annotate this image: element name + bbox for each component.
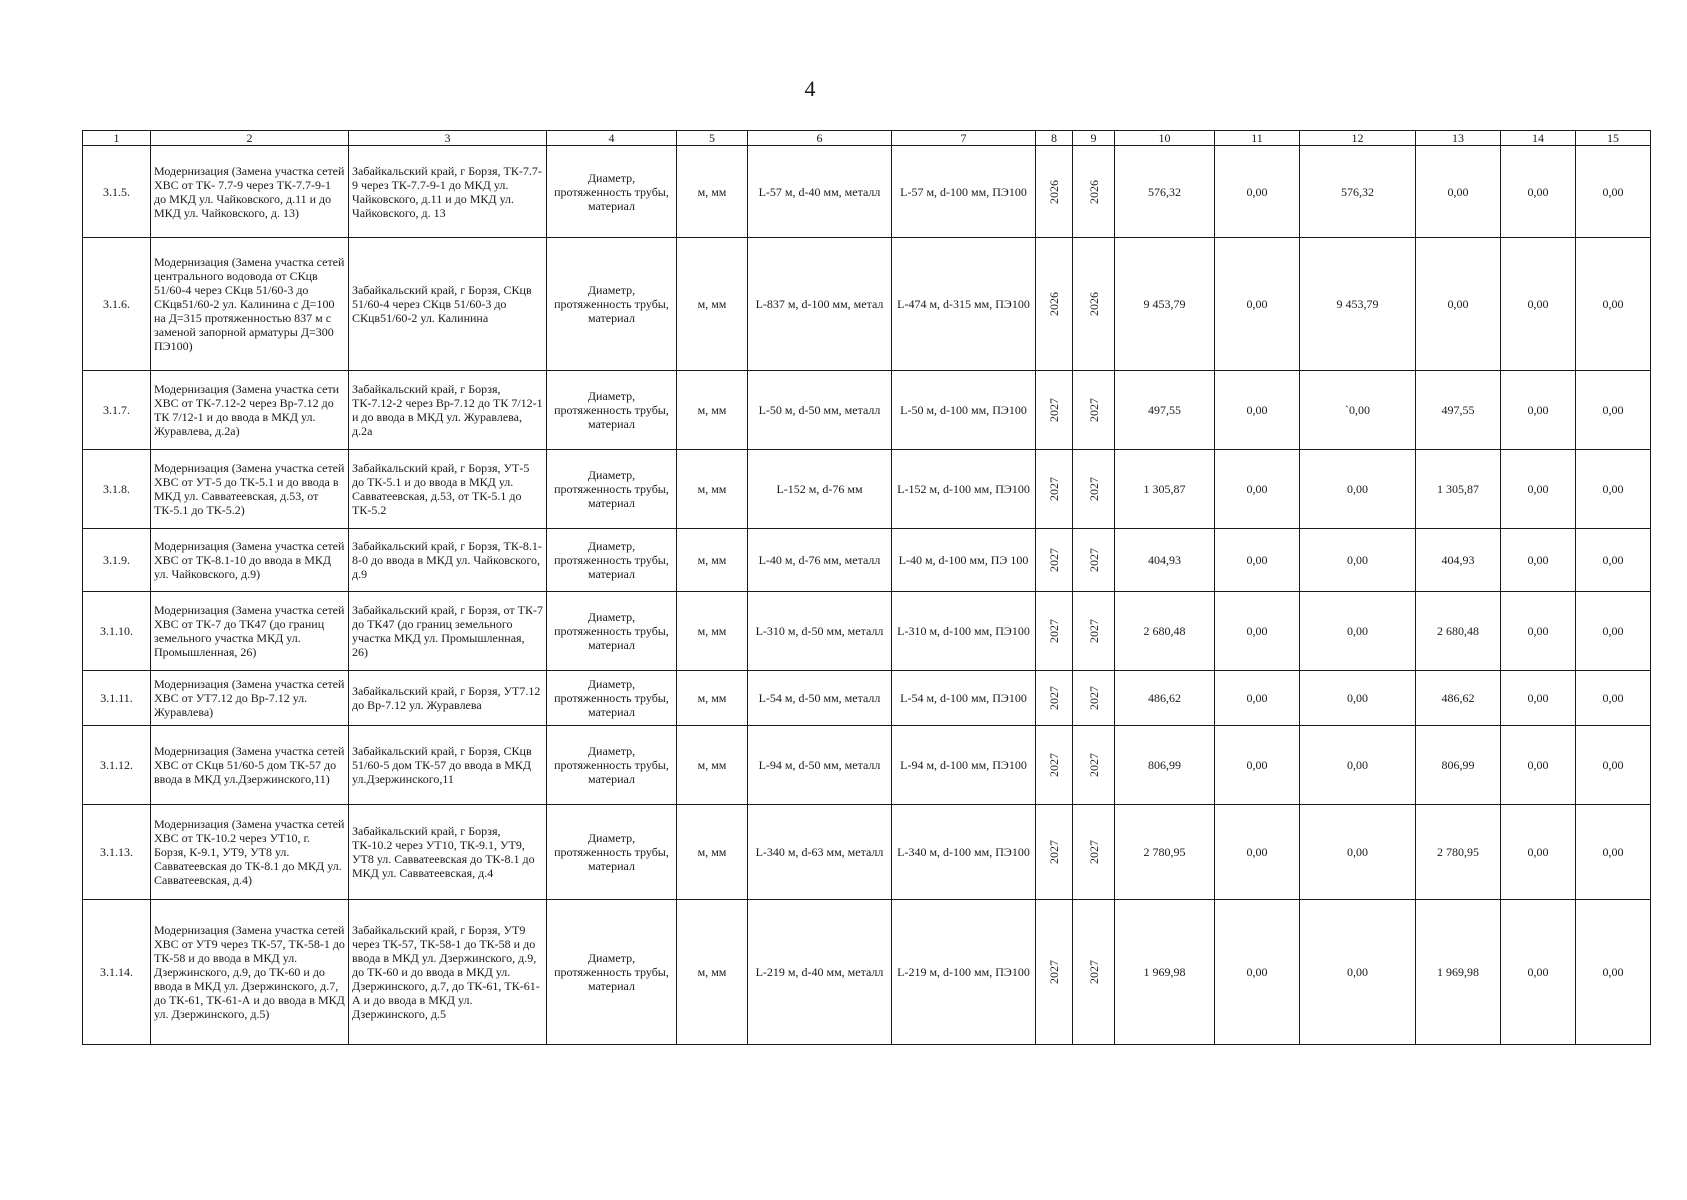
parameter: Диаметр, протяженность трубы, материал <box>547 238 677 371</box>
end-year-text: 2027 <box>1086 686 1101 710</box>
cost-col-15: 0,00 <box>1576 146 1651 238</box>
work-location: Забайкальский край, г Борзя, от ТК-7 до ТК47 (до границ земельного участка МКД ул. Промышленная, 26) <box>349 592 547 671</box>
cost-col-14: 0,00 <box>1501 238 1576 371</box>
cost-col-13: 486,62 <box>1416 671 1501 726</box>
table-row <box>83 238 1651 371</box>
start-year <box>1036 592 1073 671</box>
work-name: Модернизация (Замена участка сетей ХВС от ТК- 7.7-9 через ТК-7.7-9-1 до МКД ул. Чайковского, д.11 и до МКД ул. Чайковского, д. 13) <box>151 146 349 238</box>
end-year-text: 2027 <box>1086 548 1101 572</box>
value-before: L-40 м, d-76 мм, металл <box>748 529 892 592</box>
cost-total: 497,55 <box>1115 371 1215 450</box>
column-header-7: 7 <box>892 131 1036 146</box>
column-header-1: 1 <box>83 131 151 146</box>
unit: м, мм <box>677 805 748 900</box>
column-header-15: 15 <box>1576 131 1651 146</box>
work-location: Забайкальский край, г Борзя, СКцв 51/60-5 дом ТК-57 до ввода в МКД ул.Дзержинского,11 <box>349 726 547 805</box>
end-year-text: 2027 <box>1086 840 1101 864</box>
value-before: L-310 м, d-50 мм, металл <box>748 592 892 671</box>
cost-col-14: 0,00 <box>1501 146 1576 238</box>
end-year <box>1073 450 1115 529</box>
cost-total: 806,99 <box>1115 726 1215 805</box>
cost-col-12: 0,00 <box>1300 805 1416 900</box>
row-number: 3.1.13. <box>83 805 151 900</box>
unit: м, мм <box>677 592 748 671</box>
start-year <box>1036 450 1073 529</box>
end-year <box>1073 726 1115 805</box>
cost-col-14: 0,00 <box>1501 529 1576 592</box>
row-number: 3.1.6. <box>83 238 151 371</box>
unit: м, мм <box>677 726 748 805</box>
work-name: Модернизация (Замена участка сетей ХВС от УТ7.12 до Вр-7.12 ул. Журавлева) <box>151 671 349 726</box>
table-row <box>83 592 1651 671</box>
value-before: L-152 м, d-76 мм <box>748 450 892 529</box>
cost-col-13: 806,99 <box>1416 726 1501 805</box>
start-year <box>1036 529 1073 592</box>
value-before: L-219 м, d-40 мм, металл <box>748 900 892 1045</box>
cost-total: 9 453,79 <box>1115 238 1215 371</box>
column-header-4: 4 <box>547 131 677 146</box>
cost-col-14: 0,00 <box>1501 900 1576 1045</box>
value-after: L-152 м, d-100 мм, ПЭ100 <box>892 450 1036 529</box>
parameter: Диаметр, протяженность трубы, материал <box>547 671 677 726</box>
cost-col-13: 1 969,98 <box>1416 900 1501 1045</box>
end-year <box>1073 671 1115 726</box>
cost-total: 2 680,48 <box>1115 592 1215 671</box>
work-name: Модернизация (Замена участка сетей ХВС от СКцв 51/60-5 дом ТК-57 до ввода в МКД ул.Дзержинского,11) <box>151 726 349 805</box>
unit: м, мм <box>677 238 748 371</box>
work-location: Забайкальский край, г Борзя, УТ-5 до ТК-5.1 и до ввода в МКД ул. Савватеевская, д.53, от ТК-5.1 до ТК-5.2 <box>349 450 547 529</box>
start-year-text: 2027 <box>1047 840 1061 864</box>
table-row <box>83 529 1651 592</box>
end-year <box>1073 900 1115 1045</box>
value-after: L-40 м, d-100 мм, ПЭ 100 <box>892 529 1036 592</box>
value-after: L-50 м, d-100 мм, ПЭ100 <box>892 371 1036 450</box>
table-row <box>83 371 1651 450</box>
parameter: Диаметр, протяженность трубы, материал <box>547 726 677 805</box>
start-year-text: 2027 <box>1047 477 1061 501</box>
start-year-text: 2027 <box>1047 548 1061 572</box>
table-body <box>83 146 1651 1045</box>
cost-col-13: 404,93 <box>1416 529 1501 592</box>
work-name: Модернизация (Замена участка сетей центрального водовода от СКцв 51/60-4 через СКцв 51/60-3 до СКцв51/60-2 ул. Калинина с Д=100 на Д=315 протяженностью 837 м с заменой запорной арматуры Д=300 ПЭ100) <box>151 238 349 371</box>
parameter: Диаметр, протяженность трубы, материал <box>547 592 677 671</box>
end-year-text: 2027 <box>1086 477 1101 501</box>
value-before: L-837 м, d-100 мм, метал <box>748 238 892 371</box>
start-year <box>1036 900 1073 1045</box>
end-year <box>1073 529 1115 592</box>
column-header-9: 9 <box>1073 131 1115 146</box>
value-after: L-219 м, d-100 мм, ПЭ100 <box>892 900 1036 1045</box>
row-number: 3.1.10. <box>83 592 151 671</box>
cost-col-13: 0,00 <box>1416 146 1501 238</box>
cost-col-11: 0,00 <box>1215 450 1300 529</box>
work-location: Забайкальский край, г Борзя, СКцв 51/60-4 через СКцв 51/60-3 до СКцв51/60-2 ул. Калинина <box>349 238 547 371</box>
cost-col-13: 2 680,48 <box>1416 592 1501 671</box>
cost-col-15: 0,00 <box>1576 238 1651 371</box>
parameter: Диаметр, протяженность трубы, материал <box>547 900 677 1045</box>
work-name: Модернизация (Замена участка сетей ХВС от ТК-7 до ТК47 (до границ земельного участка МКД ул. Промышленная, 26) <box>151 592 349 671</box>
table-row <box>83 671 1651 726</box>
cost-col-14: 0,00 <box>1501 805 1576 900</box>
parameter: Диаметр, протяженность трубы, материал <box>547 805 677 900</box>
cost-col-15: 0,00 <box>1576 529 1651 592</box>
row-number: 3.1.5. <box>83 146 151 238</box>
cost-col-13: 1 305,87 <box>1416 450 1501 529</box>
end-year <box>1073 238 1115 371</box>
column-header-2: 2 <box>151 131 349 146</box>
table-row <box>83 450 1651 529</box>
cost-col-12: 0,00 <box>1300 900 1416 1045</box>
cost-col-13: 2 780,95 <box>1416 805 1501 900</box>
row-number: 3.1.12. <box>83 726 151 805</box>
start-year <box>1036 726 1073 805</box>
cost-col-13: 0,00 <box>1416 238 1501 371</box>
value-after: L-54 м, d-100 мм, ПЭ100 <box>892 671 1036 726</box>
parameter: Диаметр, протяженность трубы, материал <box>547 146 677 238</box>
row-number: 3.1.14. <box>83 900 151 1045</box>
cost-col-12: 0,00 <box>1300 592 1416 671</box>
work-name: Модернизация (Замена участка сетей ХВС от УТ9 через ТК-57, ТК-58-1 до ТК-58 и до ввода в МКД ул. Дзержинского, д.9, до ТК-60 и до ввода в МКД ул. Дзержинского, д.7, до ТК-61, ТК-61-А и до ввода в МКД ул. Дзержинского, д.5) <box>151 900 349 1045</box>
cost-col-12: 0,00 <box>1300 529 1416 592</box>
column-header-10: 10 <box>1115 131 1215 146</box>
column-header-11: 11 <box>1215 131 1300 146</box>
end-year-text: 2026 <box>1086 179 1101 204</box>
cost-col-12: 0,00 <box>1300 671 1416 726</box>
works-table <box>82 130 1651 1045</box>
value-after: L-474 м, d-315 мм, ПЭ100 <box>892 238 1036 371</box>
end-year-text: 2027 <box>1086 960 1101 984</box>
end-year <box>1073 371 1115 450</box>
cost-col-12: 9 453,79 <box>1300 238 1416 371</box>
cost-col-14: 0,00 <box>1501 592 1576 671</box>
cost-col-15: 0,00 <box>1576 726 1651 805</box>
cost-col-11: 0,00 <box>1215 146 1300 238</box>
column-header-13: 13 <box>1416 131 1501 146</box>
cost-col-11: 0,00 <box>1215 371 1300 450</box>
table-row <box>83 900 1651 1045</box>
row-number: 3.1.9. <box>83 529 151 592</box>
cost-total: 1 969,98 <box>1115 900 1215 1045</box>
value-before: L-50 м, d-50 мм, металл <box>748 371 892 450</box>
work-location: Забайкальский край, г Борзя, ТК-10.2 через УТ10, ТК-9.1, УТ9, УТ8 ул. Савватеевская до ТК-8.1 до МКД ул. Савватеевская, д.4 <box>349 805 547 900</box>
start-year-text: 2026 <box>1047 179 1061 204</box>
cost-col-11: 0,00 <box>1215 592 1300 671</box>
column-header-12: 12 <box>1300 131 1416 146</box>
cost-col-11: 0,00 <box>1215 529 1300 592</box>
value-after: L-310 м, d-100 мм, ПЭ100 <box>892 592 1036 671</box>
work-name: Модернизация (Замена участка сетей ХВС от УТ-5 до ТК-5.1 и до ввода в МКД ул. Савватеевская, д.53, от ТК-5.1 до ТК-5.2) <box>151 450 349 529</box>
table-row <box>83 146 1651 238</box>
start-year <box>1036 371 1073 450</box>
cost-col-14: 0,00 <box>1501 450 1576 529</box>
cost-total: 404,93 <box>1115 529 1215 592</box>
start-year <box>1036 238 1073 371</box>
cost-col-14: 0,00 <box>1501 726 1576 805</box>
end-year <box>1073 592 1115 671</box>
unit: м, мм <box>677 900 748 1045</box>
cost-col-12: 576,32 <box>1300 146 1416 238</box>
value-before: L-340 м, d-63 мм, металл <box>748 805 892 900</box>
work-location: Забайкальский край, г Борзя, ТК-8.1-8-0 до ввода в МКД ул. Чайковского, д.9 <box>349 529 547 592</box>
parameter: Диаметр, протяженность трубы, материал <box>547 371 677 450</box>
unit: м, мм <box>677 529 748 592</box>
unit: м, мм <box>677 450 748 529</box>
table-row <box>83 805 1651 900</box>
cost-col-12: 0,00 <box>1300 726 1416 805</box>
work-location: Забайкальский край, г Борзя, УТ7.12 до Вр-7.12 ул. Журавлева <box>349 671 547 726</box>
unit: м, мм <box>677 371 748 450</box>
cost-col-11: 0,00 <box>1215 238 1300 371</box>
cost-col-14: 0,00 <box>1501 671 1576 726</box>
cost-total: 2 780,95 <box>1115 805 1215 900</box>
column-header-6: 6 <box>748 131 892 146</box>
start-year <box>1036 805 1073 900</box>
cost-total: 1 305,87 <box>1115 450 1215 529</box>
unit: м, мм <box>677 146 748 238</box>
work-name: Модернизация (Замена участка сети ХВС от ТК-7.12-2 через Вр-7.12 до ТК 7/12-1 и до ввода в МКД ул. Журавлева, д.2а) <box>151 371 349 450</box>
cost-col-15: 0,00 <box>1576 671 1651 726</box>
value-after: L-340 м, d-100 мм, ПЭ100 <box>892 805 1036 900</box>
work-location: Забайкальский край, г Борзя, УТ9 через ТК-57, ТК-58-1 до ТК-58 и до ввода в МКД ул. Дзержинского, д.9, до ТК-60 и до ввода в МКД ул. Дзержинского, д.7, до ТК-61, ТК-61-А и до ввода в МКД ул. Дзержинского, д.5 <box>349 900 547 1045</box>
start-year-text: 2027 <box>1047 686 1061 710</box>
cost-total: 576,32 <box>1115 146 1215 238</box>
cost-col-15: 0,00 <box>1576 592 1651 671</box>
row-number: 3.1.8. <box>83 450 151 529</box>
cost-col-14: 0,00 <box>1501 371 1576 450</box>
start-year-text: 2027 <box>1047 960 1061 984</box>
cost-col-12: 0,00 <box>1300 450 1416 529</box>
column-header-14: 14 <box>1501 131 1576 146</box>
start-year <box>1036 671 1073 726</box>
row-number: 3.1.11. <box>83 671 151 726</box>
work-name: Модернизация (Замена участка сетей ХВС от ТК-10.2 через УТ10, г. Борзя, К-9.1, УТ9, УТ8 ул. Савватеевская до ТК-8.1 до МКД ул. Савватеевская, д.4) <box>151 805 349 900</box>
end-year-text: 2027 <box>1086 619 1101 643</box>
cost-col-11: 0,00 <box>1215 671 1300 726</box>
page-number: 4 <box>804 76 816 101</box>
start-year-text: 2026 <box>1047 292 1061 316</box>
value-before: L-57 м, d-40 мм, металл <box>748 146 892 238</box>
parameter: Диаметр, протяженность трубы, материал <box>547 529 677 592</box>
value-after: L-94 м, d-100 мм, ПЭ100 <box>892 726 1036 805</box>
value-before: L-94 м, d-50 мм, металл <box>748 726 892 805</box>
start-year-text: 2027 <box>1047 619 1061 643</box>
column-header-5: 5 <box>677 131 748 146</box>
end-year <box>1073 805 1115 900</box>
table-row <box>83 726 1651 805</box>
cost-col-15: 0,00 <box>1576 371 1651 450</box>
cost-col-12: `0,00 <box>1300 371 1416 450</box>
column-header-3: 3 <box>349 131 547 146</box>
unit: м, мм <box>677 671 748 726</box>
column-header-8: 8 <box>1036 131 1073 146</box>
end-year-text: 2026 <box>1086 292 1101 316</box>
cost-total: 486,62 <box>1115 671 1215 726</box>
value-before: L-54 м, d-50 мм, металл <box>748 671 892 726</box>
cost-col-11: 0,00 <box>1215 900 1300 1045</box>
cost-col-15: 0,00 <box>1576 900 1651 1045</box>
cost-col-11: 0,00 <box>1215 805 1300 900</box>
value-after: L-57 м, d-100 мм, ПЭ100 <box>892 146 1036 238</box>
end-year-text: 2027 <box>1086 398 1101 422</box>
work-location: Забайкальский край, г Борзя, ТК-7.12-2 через Вр-7.12 до ТК 7/12-1 и до ввода в МКД ул. Журавлева, д.2а <box>349 371 547 450</box>
cost-col-15: 0,00 <box>1576 450 1651 529</box>
cost-col-11: 0,00 <box>1215 726 1300 805</box>
end-year-text: 2027 <box>1086 753 1101 777</box>
cost-col-15: 0,00 <box>1576 805 1651 900</box>
work-name: Модернизация (Замена участка сетей ХВС от ТК-8.1-10 до ввода в МКД ул. Чайковского, д.9) <box>151 529 349 592</box>
start-year <box>1036 146 1073 238</box>
cost-col-13: 497,55 <box>1416 371 1501 450</box>
parameter: Диаметр, протяженность трубы, материал <box>547 450 677 529</box>
work-location: Забайкальский край, г Борзя, ТК-7.7-9 через ТК-7.7-9-1 до МКД ул. Чайковского, д.11 и до МКД ул. Чайковского, д. 13 <box>349 146 547 238</box>
column-number-header <box>83 131 1651 146</box>
start-year-text: 2027 <box>1047 398 1061 422</box>
row-number: 3.1.7. <box>83 371 151 450</box>
start-year-text: 2027 <box>1047 753 1061 777</box>
end-year <box>1073 146 1115 238</box>
